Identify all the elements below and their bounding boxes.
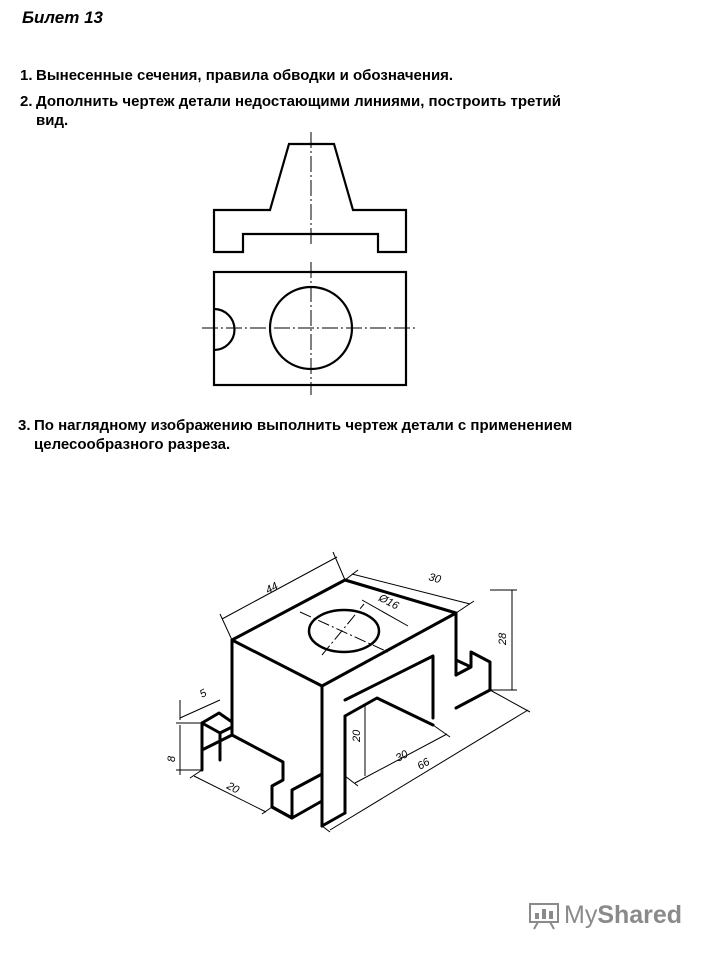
iso-hole (309, 610, 379, 652)
dim-30-bottom: 30 (393, 748, 411, 765)
front-view-outline (214, 144, 406, 252)
front-view (214, 144, 406, 252)
task-3-number: 3. (18, 417, 31, 434)
isometric-part (202, 580, 490, 826)
dim-30-top: 30 (427, 571, 443, 587)
dim-5: 5 (197, 687, 209, 701)
dim-20-left: 20 (224, 780, 242, 797)
task-2-text: Дополнить чертеж детали недостающими линиями, построить третий (36, 93, 561, 110)
watermark-text (564, 901, 682, 930)
task-2-number: 2. (20, 93, 33, 110)
ticket-title: Билет 13 (22, 8, 103, 27)
task-1-text: Вынесенные сечения, правила обводки и обозначения. (36, 67, 454, 84)
task-3-text: По наглядному изображению выполнить чертеж детали с применением (34, 417, 573, 434)
watermark (528, 900, 682, 930)
top-view-notch (214, 309, 234, 350)
dim-diameter-16: Ø16 (376, 592, 401, 613)
iso-bottom-front (272, 801, 322, 818)
dim-28: 28 (497, 632, 509, 645)
dim-66: 66 (415, 755, 433, 773)
iso-bottom-step (232, 735, 322, 818)
task-3-text-cont: целесообразного разреза. (34, 436, 231, 453)
dim-8: 8 (166, 755, 178, 762)
dim-44: 44 (263, 580, 281, 597)
watermark-my: My (564, 900, 598, 929)
watermark-shared: Shared (597, 900, 683, 929)
task-1-number: 1. (20, 67, 33, 84)
task-2-text-cont: вид. (36, 112, 69, 129)
dim-20-inner: 20 (351, 729, 363, 742)
iso-edge-bottom-right (322, 813, 345, 826)
iso-left-flange (202, 713, 232, 770)
iso-right-opening (345, 656, 433, 775)
presentation-board-icon (528, 900, 560, 930)
iso-hole-centerlines (300, 604, 388, 655)
iso-right-flange (456, 652, 490, 708)
